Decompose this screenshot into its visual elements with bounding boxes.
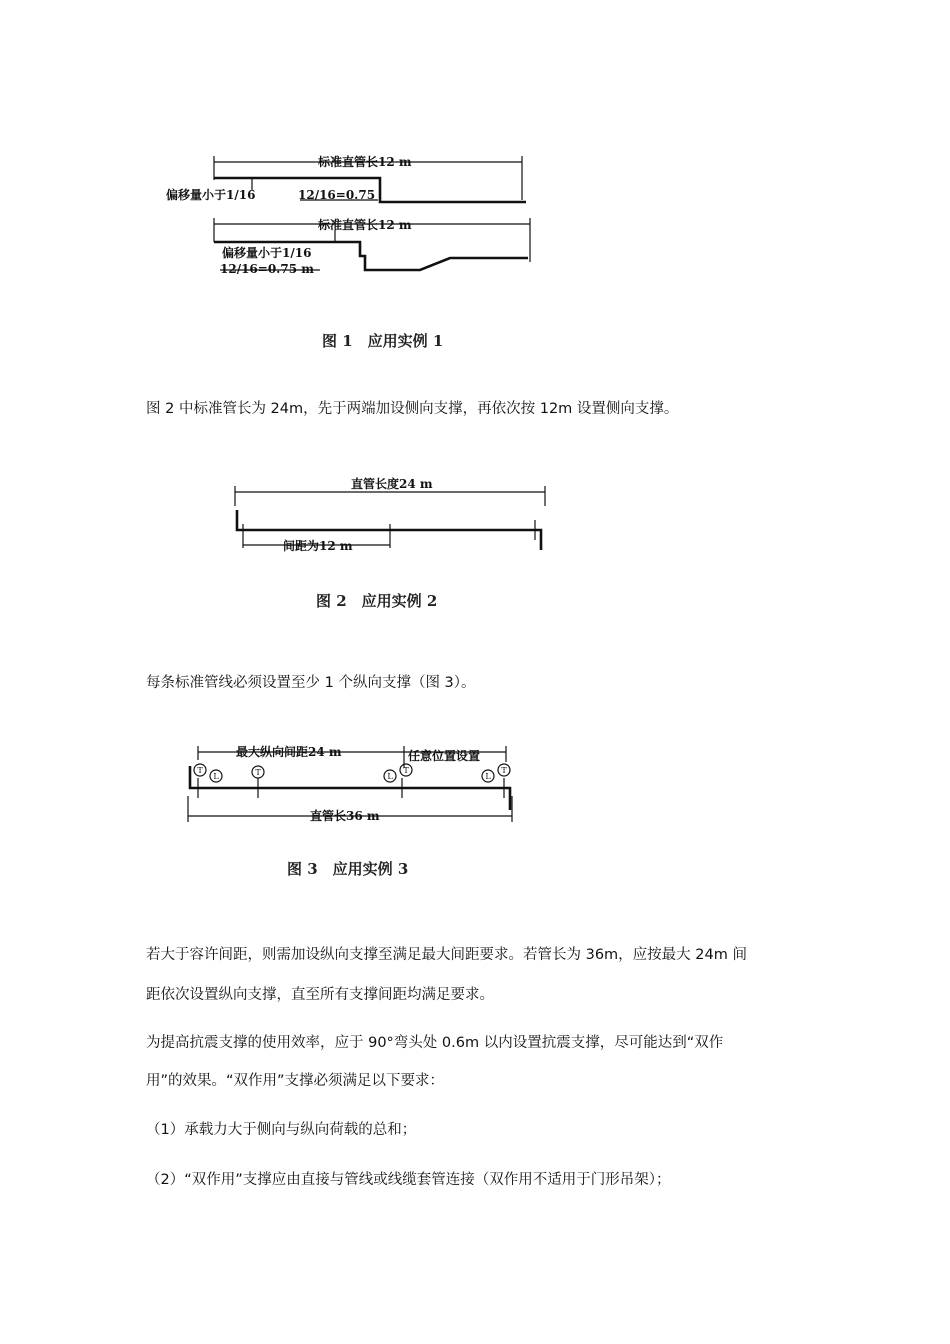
figure-2-caption: 图 2 应用实例 2	[316, 592, 438, 610]
figure-1-caption: 图 1 应用实例 1	[322, 332, 444, 350]
figure-1-label-offset-a: 偏移量小于1/16	[166, 188, 256, 202]
paragraph-3-line-1: 若大于容许间距，则需加设纵向支撑至满足最大间距要求。若管长为 36m，应按最大 24m 间	[146, 947, 747, 963]
figure-2	[225, 470, 560, 560]
support-symbol-t: T	[403, 766, 409, 775]
paragraph-2: 每条标准管线必须设置至少 1 个纵向支撑（图 3）。	[146, 675, 476, 691]
figure-3-label-max: 最大纵向间距24 m	[236, 745, 342, 759]
figure-1-label-ratio-a: 12/16=0.75	[298, 188, 376, 202]
figure-2-drawing	[225, 470, 560, 560]
paragraph-4-line-1: 为提高抗震支撑的使用效率，应于 90°弯头处 0.6m 以内设置抗震支撑，尽可能达到“双作	[146, 1035, 724, 1051]
support-symbol-t: T	[255, 768, 261, 777]
support-symbol-t: T	[197, 766, 203, 775]
figure-1-label-offset-b: 偏移量小于1/16	[222, 246, 312, 260]
list-item-1: （1）承载力大于侧向与纵向荷载的总和；	[146, 1122, 417, 1138]
figure-3-label-length: 直管长36 m	[310, 809, 380, 823]
figure-2-label-length: 直管长度24 m	[351, 477, 433, 491]
paragraph-3-line-2: 距依次设置纵向支撑，直至所有支撑间距均满足要求。	[146, 987, 494, 1003]
figure-2-label-spacing: 间距为12 m	[283, 539, 353, 553]
figure-1-label-mid: 标准直管长12 m	[318, 218, 412, 232]
figure-1-drawing	[160, 150, 540, 280]
support-symbol-t: T	[501, 766, 507, 775]
figure-3-drawing	[180, 740, 525, 830]
support-symbol-l: L	[387, 772, 393, 781]
figure-3-caption: 图 3 应用实例 3	[287, 860, 409, 878]
figure-1-label-top: 标准直管长12 m	[318, 155, 412, 169]
figure-1-label-ratio-b: 12/16=0.75 m	[220, 262, 314, 276]
paragraph-1: 图 2 中标准管长为 24m，先于两端加设侧向支撑，再依次按 12m 设置侧向支撑。	[146, 401, 679, 417]
support-symbol-l: L	[485, 772, 491, 781]
paragraph-4-line-2: 用”的效果。“双作用”支撑必须满足以下要求：	[146, 1073, 445, 1089]
list-item-2: （2）“双作用”支撑应由直接与管线或线缆套管连接（双作用不适用于门形吊架）；	[146, 1172, 671, 1188]
figure-3-label-any: 任意位置设置	[408, 749, 481, 763]
figure-1	[160, 150, 540, 280]
figure-3	[180, 740, 525, 830]
support-symbol-l: L	[213, 772, 219, 781]
